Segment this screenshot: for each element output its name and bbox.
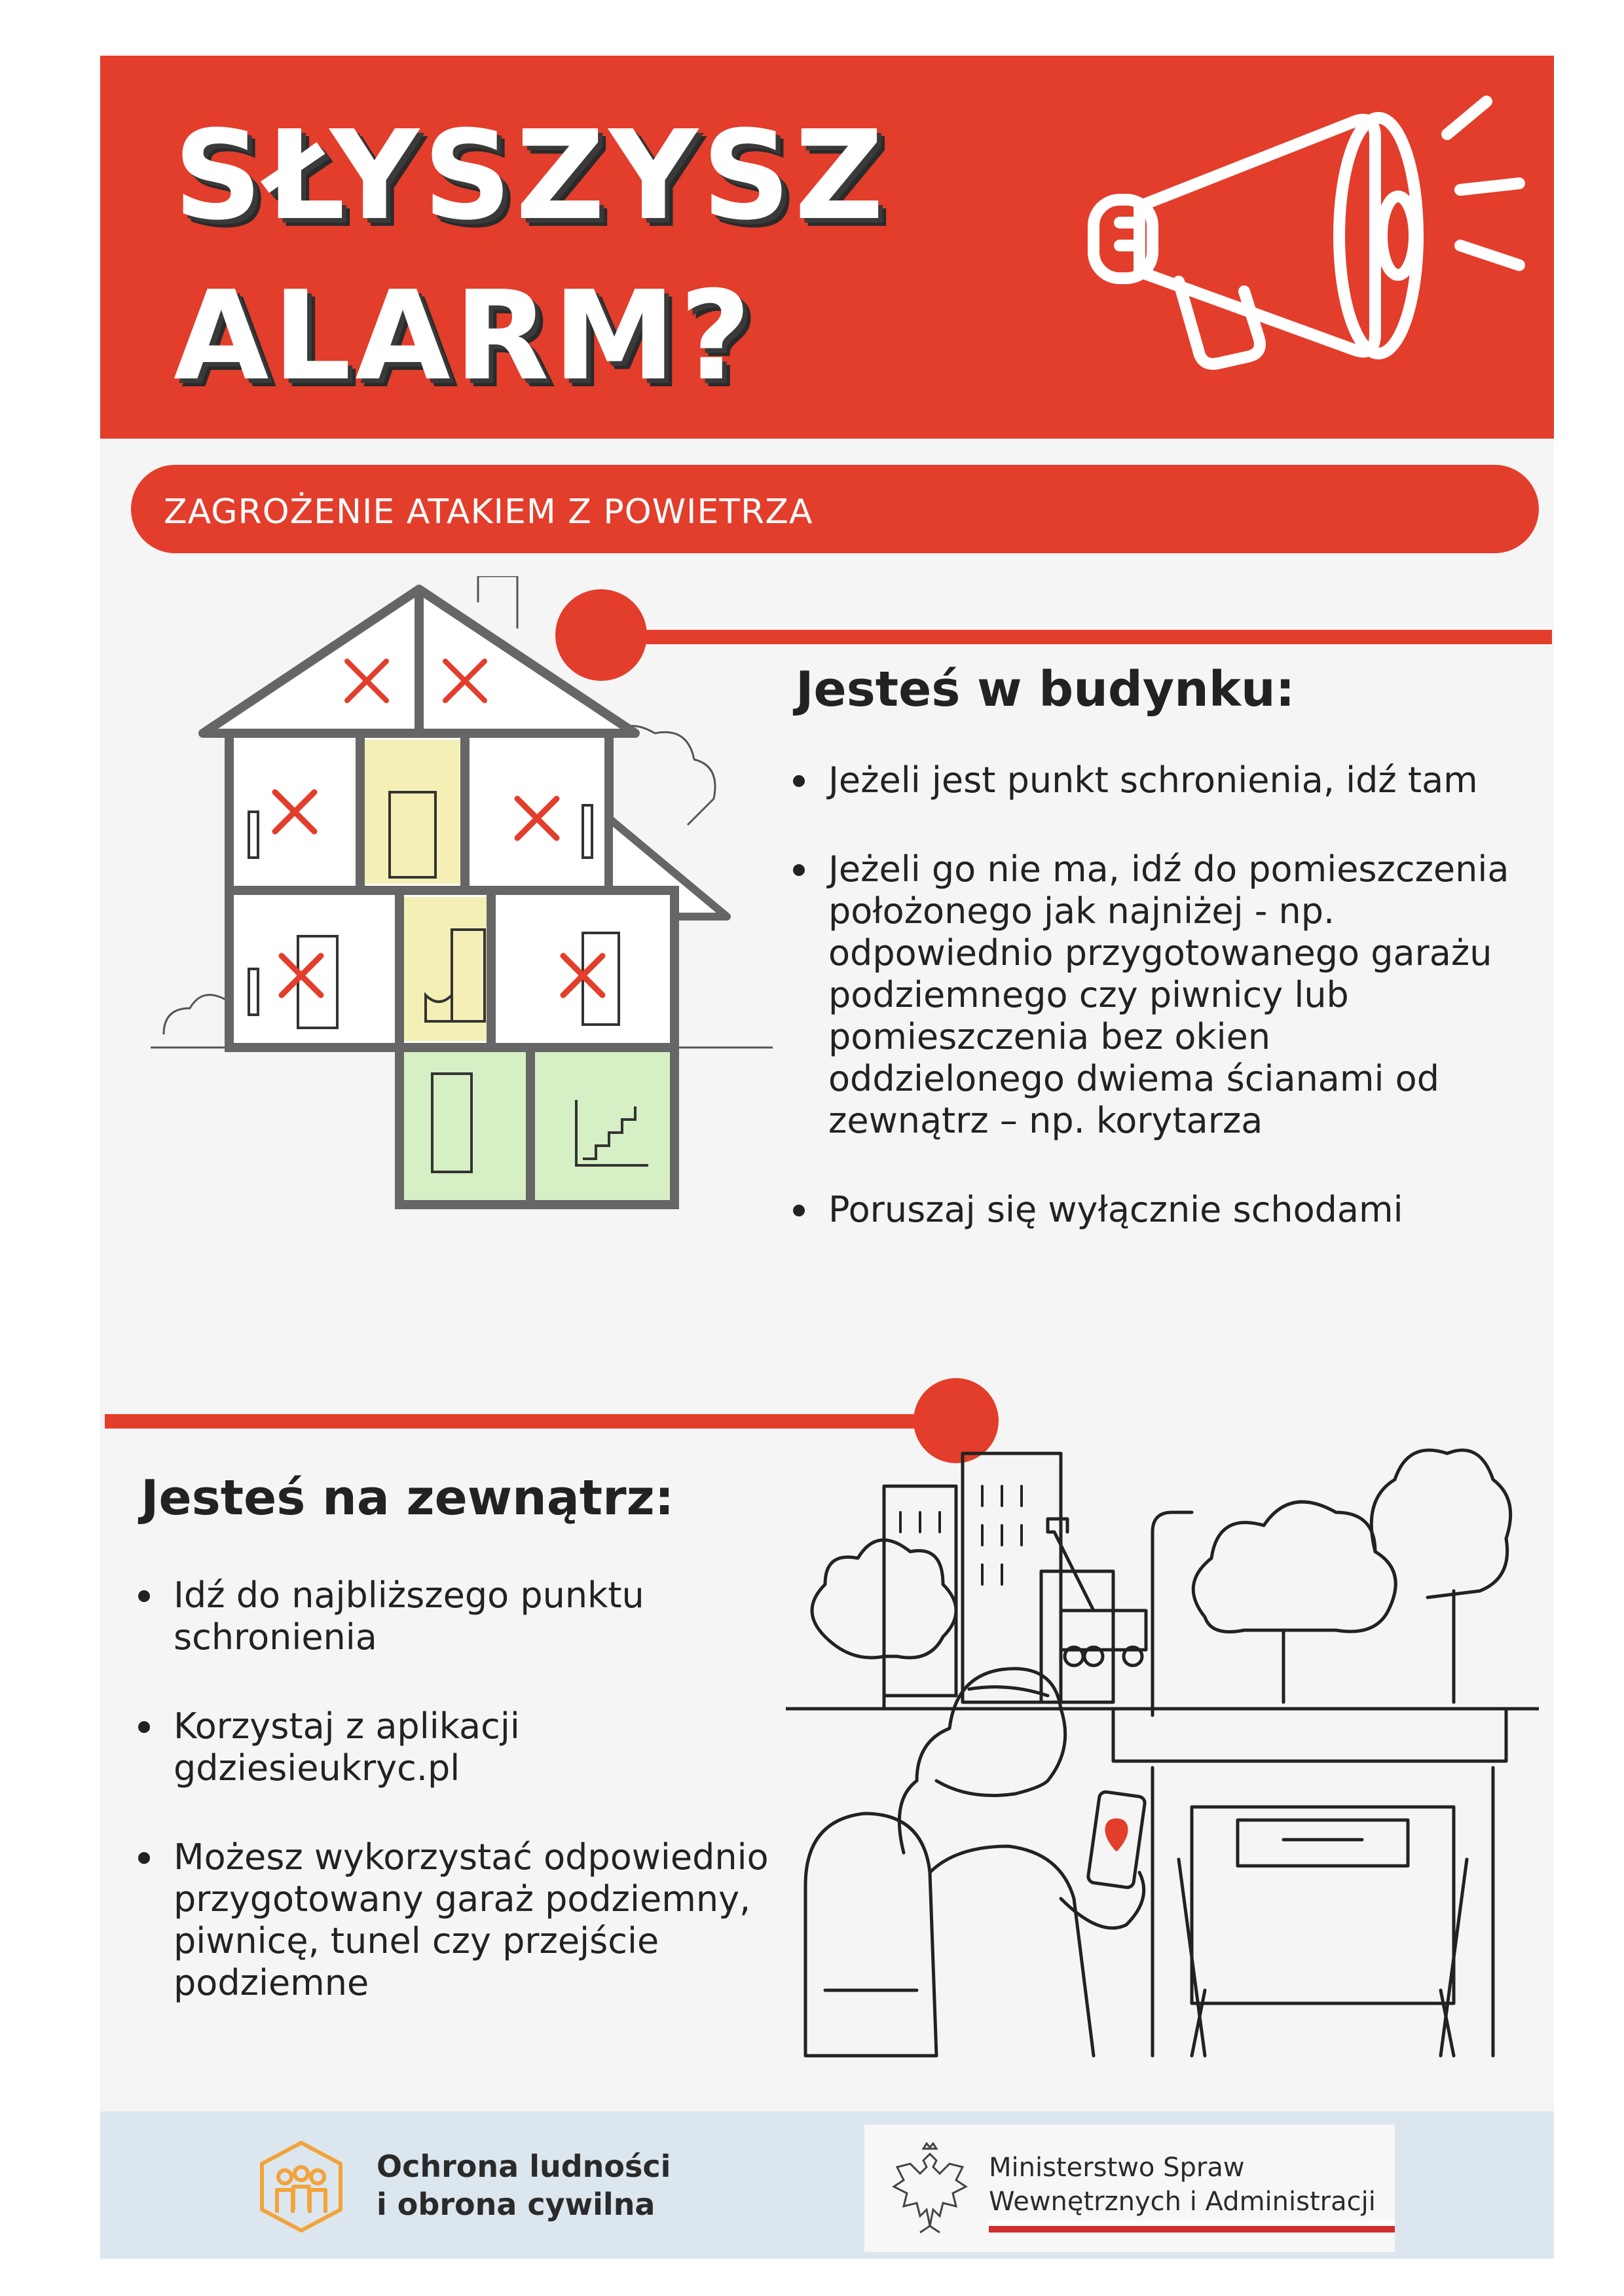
civil-protection-name (377, 2147, 671, 2223)
bullet-text: Idź do najbliższego punktu schronienia (174, 1575, 644, 1658)
section-outside-list (134, 1575, 789, 2051)
title-line-2: ALARM? (174, 264, 755, 408)
polish-eagle-emblem-icon (884, 2141, 976, 2246)
org-left-line-2: i obrona cywilna (377, 2187, 655, 2222)
bullet-text: Jeżeli go nie ma, idź do pomieszczenia położonego jak najniżej - np. odpowiednio przygotowanego garażu podziemnego czy piwnicy lub pomieszczenia bez okien oddzielonego dwiema ścianami od zewnątrz – np. korytarza (828, 848, 1509, 1141)
section-building-heading: Jesteś w budynku: (796, 661, 1295, 718)
flag-stripe-white (989, 2221, 1395, 2226)
list-item (789, 759, 1516, 801)
civil-protection-logo-icon (252, 2138, 350, 2236)
section-outside-heading: Jesteś na zewnątrz: (141, 1470, 674, 1526)
bullet-text: Możesz wykorzystać odpowiednio przygotowany garaż podziemny, piwnicę, tunel czy przejście podziemne (174, 1836, 769, 2003)
house-illustration (151, 576, 792, 1231)
bullet-text: Korzystaj z aplikacji gdziesieukryc.pl (174, 1705, 520, 1789)
list-item (789, 1189, 1516, 1231)
bullet-text: Poruszaj się wyłącznie schodami (828, 1189, 1403, 1230)
org-right-line-1: Ministerstwo Spraw (989, 2153, 1245, 2183)
list-item (134, 1705, 789, 1789)
org-right-line-2: Wewnętrznych i Administracji (989, 2187, 1376, 2217)
section-building-list (789, 759, 1516, 1278)
title-line-1: SŁYSZYSZ (174, 104, 888, 247)
subtitle-text: ZAGROŻENIE ATAKIEM Z POWIETRZA (164, 492, 813, 532)
ministry-name (989, 2151, 1376, 2219)
list-item (134, 1836, 789, 2004)
street-illustration (786, 1401, 1539, 2069)
megaphone-icon (1067, 75, 1539, 416)
org-left-line-1: Ochrona ludności (377, 2149, 671, 2184)
bullet-text: Jeżeli jest punkt schronienia, idź tam (828, 759, 1478, 801)
flag-stripe-red (989, 2226, 1395, 2232)
list-item (789, 848, 1516, 1142)
list-item (134, 1575, 789, 1658)
